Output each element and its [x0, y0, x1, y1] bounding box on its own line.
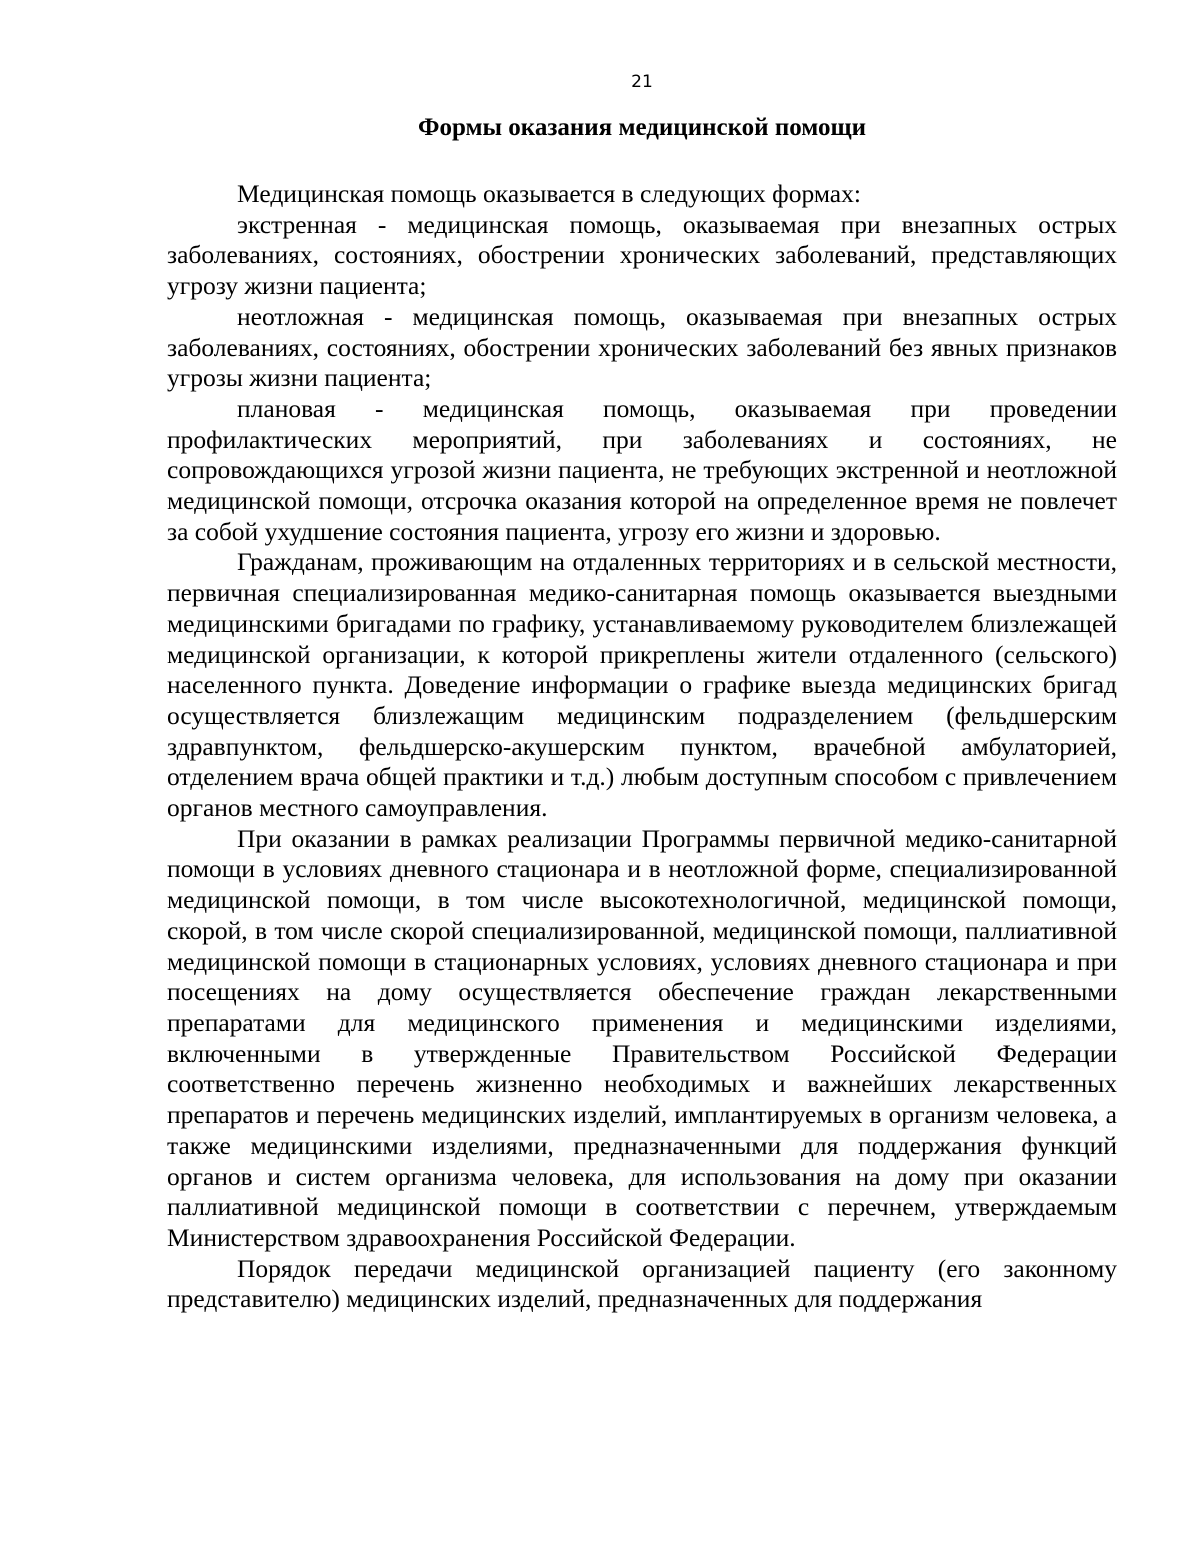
section-title: Формы оказания медицинской помощи — [418, 114, 866, 141]
document-body — [167, 179, 1117, 1315]
paragraph-emergency-form: экстренная - медицинская помощь, оказываемая при внезапных острых заболеваниях, состояниях, обострении хронических заболеваний, представляющих угрозу жизни пациента; — [167, 209, 1117, 301]
paragraph-medication-supply: При оказании в рамках реализации Программы первичной медико-санитарной помощи в условиях дневного стационара и в неотложной форме, специализированной медицинской помощи, в том числе высокотехнологичной, медицинской помощи, скорой, в том числе скорой специализированной, медицинской помощи, паллиативной медицинской помощи в стационарных условиях, условиях дневного стационара и при посещениях на дому осуществляется обеспечение граждан лекарственными препаратами для медицинского применения и медицинскими изделиями, включенными в утвержденные Правительством Российской Федерации соответственно перечень жизненно необходимых и важнейших лекарственных препаратов и перечень медицинских изделий, имплантируемых в организм человека, а также медицинскими изделиями, предназначенными для поддержания функций органов и систем организма человека, для использования на дому при оказании паллиативной медицинской помощи в соответствии с перечнем, утверждаемым Министерством здравоохранения Российской Федерации. — [167, 823, 1117, 1252]
paragraph-urgent-form: неотложная - медицинская помощь, оказываемая при внезапных острых заболеваниях, состояниях, обострении хронических заболеваний без явных признаков угрозы жизни пациента; — [167, 301, 1117, 393]
paragraph-rural-care: Гражданам, проживающим на отдаленных территориях и в сельской местности, первичная специализированная медико-санитарная помощь оказывается выездными медицинскими бригадами по графику, устанавливаемому руководителем близлежащей медицинской организации, к которой прикреплены жители отдаленного (сельского) населенного пункта. Доведение информации о графике выезда медицинских бригад осуществляется близлежащим медицинским подразделением (фельдшерским здравпунктом, фельдшерско-акушерским пунктом, врачебной амбулаторией, отделением врача общей практики и т.д.) любым доступным способом с привлечением органов местного самоуправления. — [167, 547, 1117, 823]
paragraph-device-transfer: Порядок передачи медицинской организацией пациенту (его законному представителю) медицинских изделий, предназначенных для поддержания — [167, 1253, 1117, 1314]
paragraph-intro: Медицинская помощь оказывается в следующих формах: — [237, 179, 861, 208]
paragraph-planned-form: плановая - медицинская помощь, оказываемая при проведении профилактических мероприятий, при заболеваниях и состояниях, не сопровождающихся угрозой жизни пациента, не требующих экстренной и неотложной медицинской помощи, отсрочка оказания которой на определенное время не повлечет за собой ухудшение состояния пациента, угрозу его жизни и здоровью. — [167, 393, 1117, 546]
page-number: 21 — [631, 72, 653, 92]
